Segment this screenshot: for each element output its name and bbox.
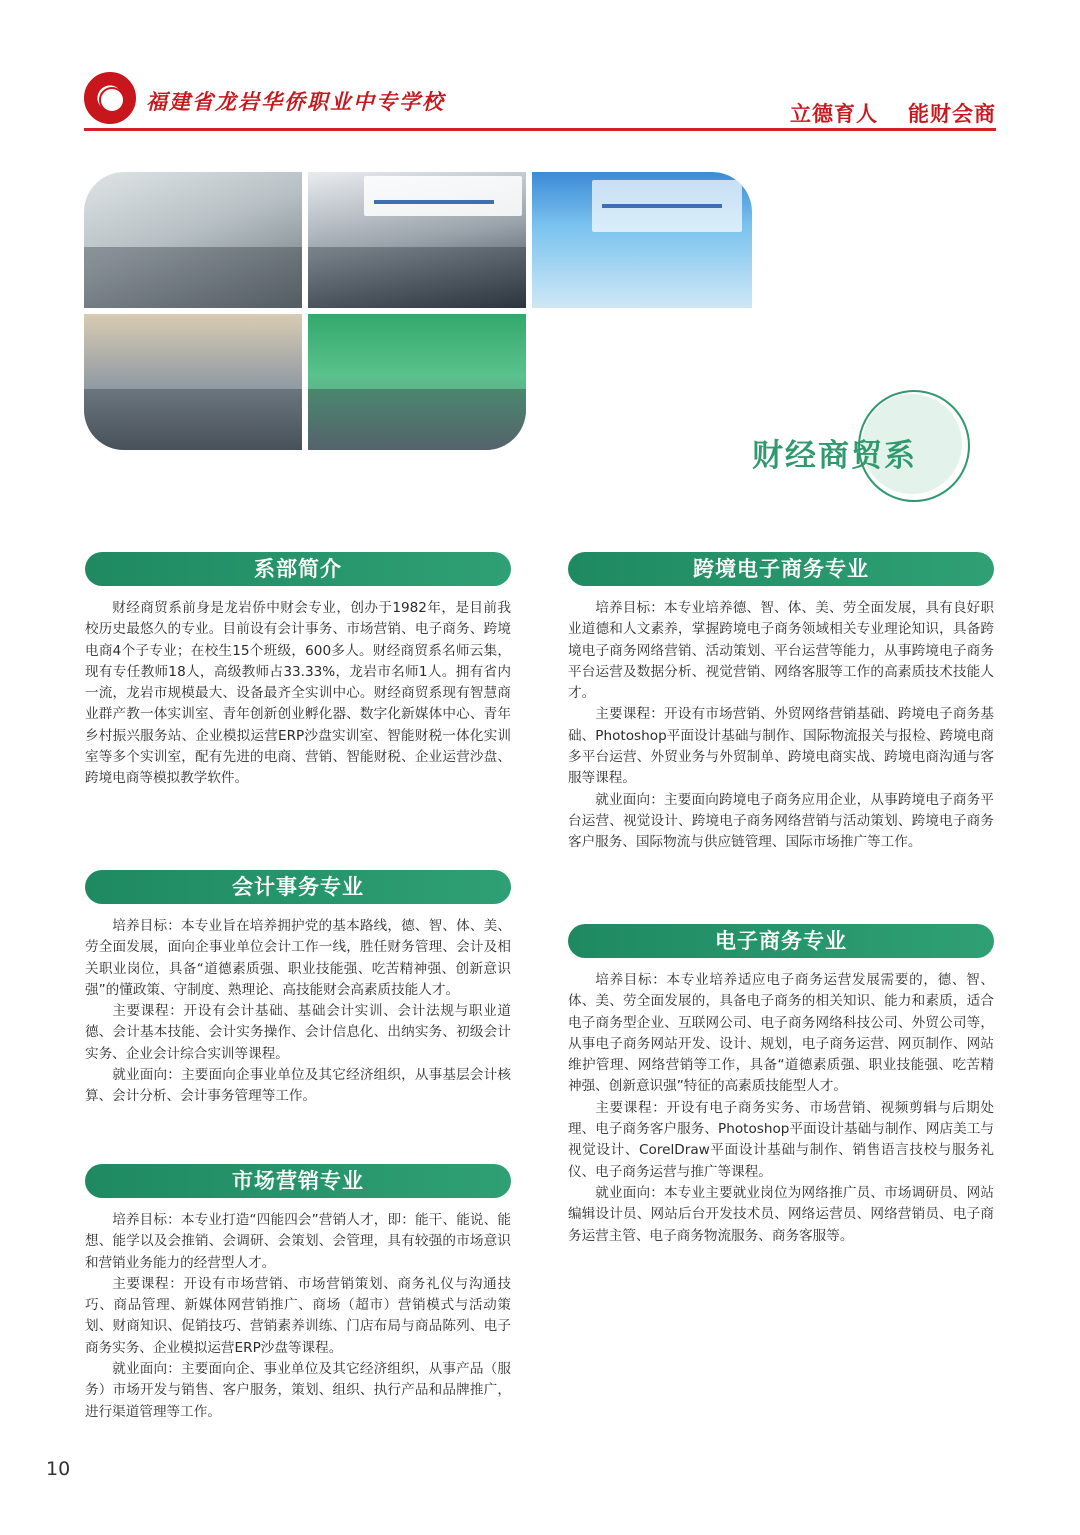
section-marketing xyxy=(85,1164,511,1423)
section-paragraph: 主要课程：开设有市场营销、外贸网络营销基础、跨境电子商务基础、Photoshop平面设计基础与制作、国际物流报关与报检、跨境电商多平台运营、外贸业务与外贸制单、跨境电商实战、跨境电商沟通与客服等课程。 xyxy=(568,706,994,787)
section-title: 会计事务专业 xyxy=(85,870,511,904)
section-title: 跨境电子商务专业 xyxy=(568,552,994,586)
section-paragraph: 主要课程：开设有电子商务实务、市场营销、视频剪辑与后期处理、电子商务客户服务、Photoshop平面设计基础与制作、网店美工与视觉设计、CorelDraw平面设计基础与制作、销售语言技校与服务礼仪、电子商务运营与推广等课程。 xyxy=(568,1099,994,1180)
page-header xyxy=(0,0,1080,140)
section-department-intro xyxy=(85,552,511,870)
motto-part-1: 立德育人 xyxy=(790,102,878,126)
section-paragraph: 主要课程：开设有会计基础、基础会计实训、会计法规与职业道德、会计基本技能、会计实务操作、会计信息化、出纳实务、初级会计实务、企业会计综合实训等课程。 xyxy=(85,1003,511,1062)
section-paragraph: 主要课程：开设有市场营销、市场营销策划、商务礼仪与沟通技巧、商品管理、新媒体网营销推广、商场（超市）营销模式与活动策划、财商知识、促销技巧、营销素养训练、门店布局与商品陈列、电子商务实务、企业模拟运营ERP沙盘等课程。 xyxy=(85,1275,511,1356)
school-name: 福建省龙岩华侨职业中专学校 xyxy=(146,89,445,114)
header-divider xyxy=(84,128,996,131)
photo-media-studio xyxy=(308,314,526,450)
photo-computer-lab xyxy=(84,172,302,308)
section-paragraph: 就业面向：主要面向跨境电子商务应用企业，从事跨境电子商务平台运营、视觉设计、跨境电子商务网络营销与活动策划、跨境电子商务客户服务、国际物流与供应链管理、国际市场推广等工作。 xyxy=(568,791,994,851)
section-cross-border-ecommerce xyxy=(568,552,994,924)
left-column xyxy=(85,552,511,1423)
photo-collage xyxy=(84,172,756,450)
section-ecommerce xyxy=(568,924,994,1247)
photo-training-room xyxy=(84,314,302,450)
section-paragraph: 就业面向：本专业主要就业岗位为网络推广员、市场调研员、网站编辑设计员、网站后台开发技术员、网络运营员、网络营销员、电子商务运营主管、电子商务物流服务、商务客服等。 xyxy=(568,1184,994,1244)
section-title: 市场营销专业 xyxy=(85,1164,511,1198)
section-title: 系部简介 xyxy=(85,552,511,586)
motto-part-2: 能财会商 xyxy=(908,102,996,126)
photo-classroom-teaching xyxy=(308,172,526,308)
section-paragraph: 培养目标：本专业培养适应电子商务运营发展需要的，德、智、体、美、劳全面发展的，具备电子商务的相关知识、能力和素质，适合电子商务型企业、互联网公司、电子商务网络科技公司、外贸公司等，从事电子商务网站开发、设计、规划，电子商务运营、网页制作、网站维护管理、网络营销等工作，具备“道德素质强、职业技能强、吃苦精神强、创新意识强”特征的高素质技能型人才。 xyxy=(568,972,994,1095)
school-motto xyxy=(790,98,996,128)
section-paragraph: 就业面向：主要面向企、事业单位及其它经济组织，从事产品（服务）市场开发与销售、客户服务，策划、组织、执行产品和品牌推广，进行渠道管理等工作。 xyxy=(85,1361,511,1420)
right-column xyxy=(568,552,994,1247)
section-paragraph: 培养目标：本专业培养德、智、体、美、劳全面发展，具有良好职业道德和人文素养，掌握跨境电子商务领域相关专业理论知识，具备跨境电子商务网络营销、活动策划、平台运营等能力，从事跨境电子商务平台运营及数据分析、视觉营销、网络客服等工作的高素质技术技能人才。 xyxy=(568,600,994,702)
page-number: 10 xyxy=(46,1458,71,1480)
section-paragraph: 培养目标：本专业打造“四能四会”营销人才，即：能干、能说、能想、能学以及会推销、会调研、会策划、会管理，具有较强的市场意识和营销业务能力的经营型人才。 xyxy=(85,1212,511,1271)
section-paragraph: 财经商贸系前身是龙岩侨中财会专业，创办于1982年，是目前我校历史最悠久的专业。目前设有会计事务、市场营销、电子商务、跨境电商4个子专业；在校生15个班级，600多人。财经商贸系名师云集，现有专任教师18人，高级教师占33.33%，龙岩市名师1人。拥有省内一流，龙岩市规模最大、设备最齐全实训中心。财经商贸系现有智慧商业群产教一体实训室、青年创新创业孵化器、数字化新媒体中心、青年乡村振兴服务站、企业模拟运营ERP沙盘实训室、智能财税一体化实训室等多个实训室，配有先进的电商、营销、智能财税、企业运营沙盘、跨境电商等模拟教学软件。 xyxy=(85,600,511,787)
photo-skills-competition xyxy=(532,172,752,308)
section-title: 电子商务专业 xyxy=(568,924,994,958)
section-paragraph: 就业面向：主要面向企事业单位及其它经济组织，从事基层会计核算、会计分析、会计事务管理等工作。 xyxy=(85,1067,511,1105)
school-logo xyxy=(84,72,136,124)
section-accounting xyxy=(85,870,511,1164)
department-title: 财经商贸系 xyxy=(752,438,917,474)
section-paragraph: 培养目标：本专业旨在培养拥护党的基本路线，德、智、体、美、劳全面发展，面向企事业单位会计工作一线，胜任财务管理、会计及相关职业岗位，具备“道德素质强、职业技能强、吃苦精神强、创新意识强”的懂政策、守制度、熟理论、高技能财会高素质技能人才。 xyxy=(85,918,511,998)
